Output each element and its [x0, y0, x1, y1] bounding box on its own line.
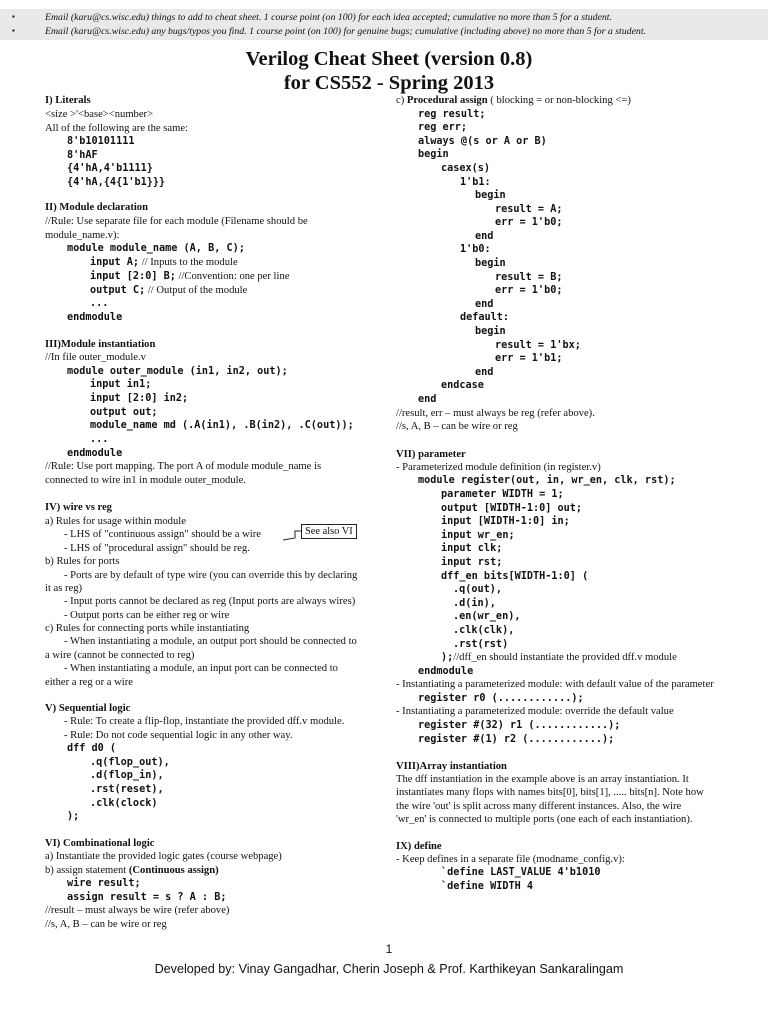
code-line: 1'b1: — [460, 177, 491, 188]
section-heading: II) Module declaration — [45, 202, 148, 213]
section-heading: III)Module instantiation — [45, 339, 156, 350]
code-line: module_name md (.A(in1), .B(in2), .C(out)); — [90, 420, 354, 431]
code-line: assign result = s ? A : B; — [67, 892, 227, 903]
text-bold: (Continuous assign) — [128, 865, 219, 876]
page-title: Verilog Cheat Sheet (version 0.8) — [245, 48, 533, 70]
code-line: dff_en bits[WIDTH-1:0] ( — [441, 571, 589, 582]
code-line: ); — [67, 811, 80, 822]
code-comment: //Convention: one per line — [175, 271, 290, 282]
code-line: module outer_module (in1, in2, out); — [67, 366, 288, 377]
code-line: parameter WIDTH = 1; — [441, 489, 564, 500]
code-line: begin — [475, 258, 506, 269]
code-line: default: — [460, 312, 510, 323]
text-line: - Ports are by default of type wire (you can override this by declaring — [64, 570, 358, 581]
code-line: endmodule — [67, 312, 123, 323]
code-line: end — [475, 367, 494, 378]
code-line: err = 1'b1; — [495, 353, 563, 364]
text-line: - Rule: Do not code sequential logic in any other way. — [64, 730, 293, 741]
text-line: //In file outer_module.v — [45, 352, 146, 363]
code-line — [90, 284, 247, 298]
code-line: input rst; — [441, 557, 503, 568]
page-subtitle: for CS552 - Spring 2013 — [283, 72, 495, 94]
code-line: endmodule — [418, 666, 474, 677]
text-line: All of the following are the same: — [45, 123, 188, 134]
code-line: .q(out), — [453, 584, 503, 595]
code-line: .d(in), — [453, 598, 496, 609]
notice-text: Email (karu@cs.wisc.edu) things to add to cheat sheet. 1 course point (on 100) for each idea accepted; cumulative no more than 5 for a student. — [45, 12, 612, 23]
footer-credits: Developed by: Vinay Gangadhar, Cherin Joseph & Prof. Karthikeyan Sankaralingam — [154, 962, 624, 976]
text-line: - Keep defines in a separate file (modname_config.v): — [396, 854, 625, 865]
text-line: - LHS of "procedural assign" should be reg. — [64, 543, 250, 554]
code-line — [441, 651, 677, 665]
text-line: //Rule: Use port mapping. The port A of module module_name is — [45, 461, 322, 472]
code-part: input A; — [90, 257, 140, 268]
code-line: register #(1) r2 (............); — [418, 734, 615, 745]
text-line: //s, A, B – can be wire or reg — [396, 421, 518, 432]
code-part: ); — [441, 652, 454, 663]
code-line: register r0 (............); — [418, 693, 584, 704]
code-comment: // Inputs to the module — [139, 257, 238, 268]
code-line: `define LAST_VALUE 4'b1010 — [441, 867, 601, 878]
text-line: - Parameterized module definition (in register.v) — [396, 462, 601, 473]
code-line: begin — [475, 326, 506, 337]
code-line: reg result; — [418, 109, 486, 120]
text-line: a) Instantiate the provided logic gates (course webpage) — [45, 851, 282, 862]
code-line: .d(flop_in), — [90, 770, 164, 781]
text-line: a) Rules for usage within module — [45, 516, 186, 527]
notice-text: Email (karu@cs.wisc.edu) any bugs/typos you find. 1 course point (on 100) for genuine bugs; cumulative (including above) no more than 5 for a student. — [45, 26, 646, 37]
code-line: output out; — [90, 407, 158, 418]
code-line — [90, 256, 238, 270]
section-heading: VIII)Array instantiation — [396, 761, 507, 772]
bullet-icon: ▪ — [12, 12, 15, 21]
code-line: casex(s) — [441, 163, 491, 174]
code-line: module register(out, in, wr_en, clk, rst); — [418, 475, 676, 486]
code-line: end — [475, 231, 494, 242]
text-line: instantiates many flops with names bits[0], bits[1], ..... bits[n]. Note how — [396, 787, 704, 798]
text-line: - When instantiating a module, an input port can be connected to — [64, 663, 338, 674]
text-line: it as reg) — [45, 583, 83, 594]
code-line: input clk; — [441, 543, 503, 554]
code-line: ... — [90, 298, 109, 309]
code-comment: //dff_en should instantiate the provided dff.v module — [453, 652, 677, 663]
code-line: input in1; — [90, 379, 152, 390]
text-part: c) — [396, 95, 407, 106]
text-line: //result – must always be wire (refer above) — [45, 905, 230, 916]
code-line: {4'hA,{4{1'b1}}} — [67, 177, 166, 188]
section-heading — [396, 94, 631, 108]
code-line: .rst(rst) — [453, 639, 509, 650]
section-heading: V) Sequential logic — [45, 703, 131, 714]
text-line: - When instantiating a module, an output port should be connected to — [64, 636, 357, 647]
code-line: reg err; — [418, 122, 468, 133]
text-line: c) Rules for connecting ports while instantiating — [45, 623, 250, 634]
code-line: 8'hAF — [67, 150, 98, 161]
section-heading: VII) parameter — [396, 449, 466, 460]
text-line: - LHS of "continuous assign" should be a wire — [64, 529, 261, 540]
code-line: input [2:0] in2; — [90, 393, 189, 404]
literal-syntax: <size >'<base><number> — [45, 109, 154, 120]
section-heading: IV) wire vs reg — [45, 502, 112, 513]
code-line: .clk(clk), — [453, 625, 515, 636]
text-line: the wire 'out' is split across many different instances. Also, the wire — [396, 801, 682, 812]
text-bold: Procedural assign — [406, 95, 488, 106]
code-line: always @(s or A or B) — [418, 136, 547, 147]
code-line: begin — [418, 149, 449, 160]
code-line: err = 1'b0; — [495, 285, 563, 296]
text-line: //result, err – must always be reg (refer above). — [396, 408, 595, 419]
code-line: output [WIDTH-1:0] out; — [441, 503, 583, 514]
code-part: input [2:0] B; — [90, 271, 176, 282]
section-heading: I) Literals — [45, 95, 91, 106]
code-line: wire result; — [67, 878, 141, 889]
code-line: .clk(clock) — [90, 798, 158, 809]
code-line: .en(wr_en), — [453, 611, 521, 622]
see-also-box: See also VI — [301, 524, 357, 539]
bullet-icon: ▪ — [12, 26, 15, 35]
text-line: connected to wire in1 in module outer_module. — [45, 475, 246, 486]
text-line: //s, A, B – can be wire or reg — [45, 919, 167, 930]
code-line: result = 1'bx; — [495, 340, 581, 351]
code-comment: // Output of the module — [145, 285, 248, 296]
code-line: input wr_en; — [441, 530, 515, 541]
code-line: dff d0 ( — [67, 743, 117, 754]
text-line: module_name.v): — [45, 230, 120, 241]
text-line: either a reg or a wire — [45, 677, 133, 688]
code-line: 8'b10101111 — [67, 136, 135, 147]
text-line: 'wr_en' is connected to multiple ports (one each of each instantiation). — [396, 814, 693, 825]
code-line: result = B; — [495, 272, 563, 283]
code-line: ... — [90, 434, 109, 445]
text-line: - Instantiating a parameterized module: override the default value — [396, 706, 674, 717]
text-line — [45, 864, 219, 878]
code-line: input [WIDTH-1:0] in; — [441, 516, 570, 527]
code-line: module module_name (A, B, C); — [67, 243, 245, 254]
code-line: .rst(reset), — [90, 784, 164, 795]
text-line: The dff instantiation in the example above is an array instantiation. It — [396, 774, 689, 785]
code-line: endmodule — [67, 448, 123, 459]
code-line: err = 1'b0; — [495, 217, 563, 228]
code-line: endcase — [441, 380, 484, 391]
text-line: b) Rules for ports — [45, 556, 120, 567]
code-line: .q(flop_out), — [90, 757, 170, 768]
code-line: register #(32) r1 (............); — [418, 720, 621, 731]
text-line: - Input ports cannot be declared as reg (Input ports are always wires) — [64, 596, 356, 607]
text-line: - Rule: To create a flip-flop, instantiate the provided dff.v module. — [64, 716, 345, 727]
code-line: result = A; — [495, 204, 563, 215]
code-line: `define WIDTH 4 — [441, 881, 534, 892]
code-line — [90, 270, 289, 284]
text-line: a wire (cannot be connected to reg) — [45, 650, 195, 661]
connector-line — [283, 529, 303, 543]
page-number: 1 — [385, 942, 393, 956]
code-line: end — [418, 394, 437, 405]
code-line: begin — [475, 190, 506, 201]
text-line: - Instantiating a parameterized module: with default value of the parameter — [396, 679, 714, 690]
code-line: {4'hA,4'b1111} — [67, 163, 153, 174]
section-heading: IX) define — [396, 841, 442, 852]
code-line: 1'b0: — [460, 244, 491, 255]
text-line: //Rule: Use separate file for each module (Filename should be — [45, 216, 308, 227]
code-part: output C; — [90, 285, 146, 296]
text-line: - Output ports can be either reg or wire — [64, 610, 230, 621]
code-line: end — [475, 299, 494, 310]
section-heading: VI) Combinational logic — [45, 838, 155, 849]
text-part: ( blocking = or non-blocking <=) — [487, 95, 631, 106]
notice-banner — [0, 9, 768, 40]
text-part: b) assign statement — [45, 865, 129, 876]
